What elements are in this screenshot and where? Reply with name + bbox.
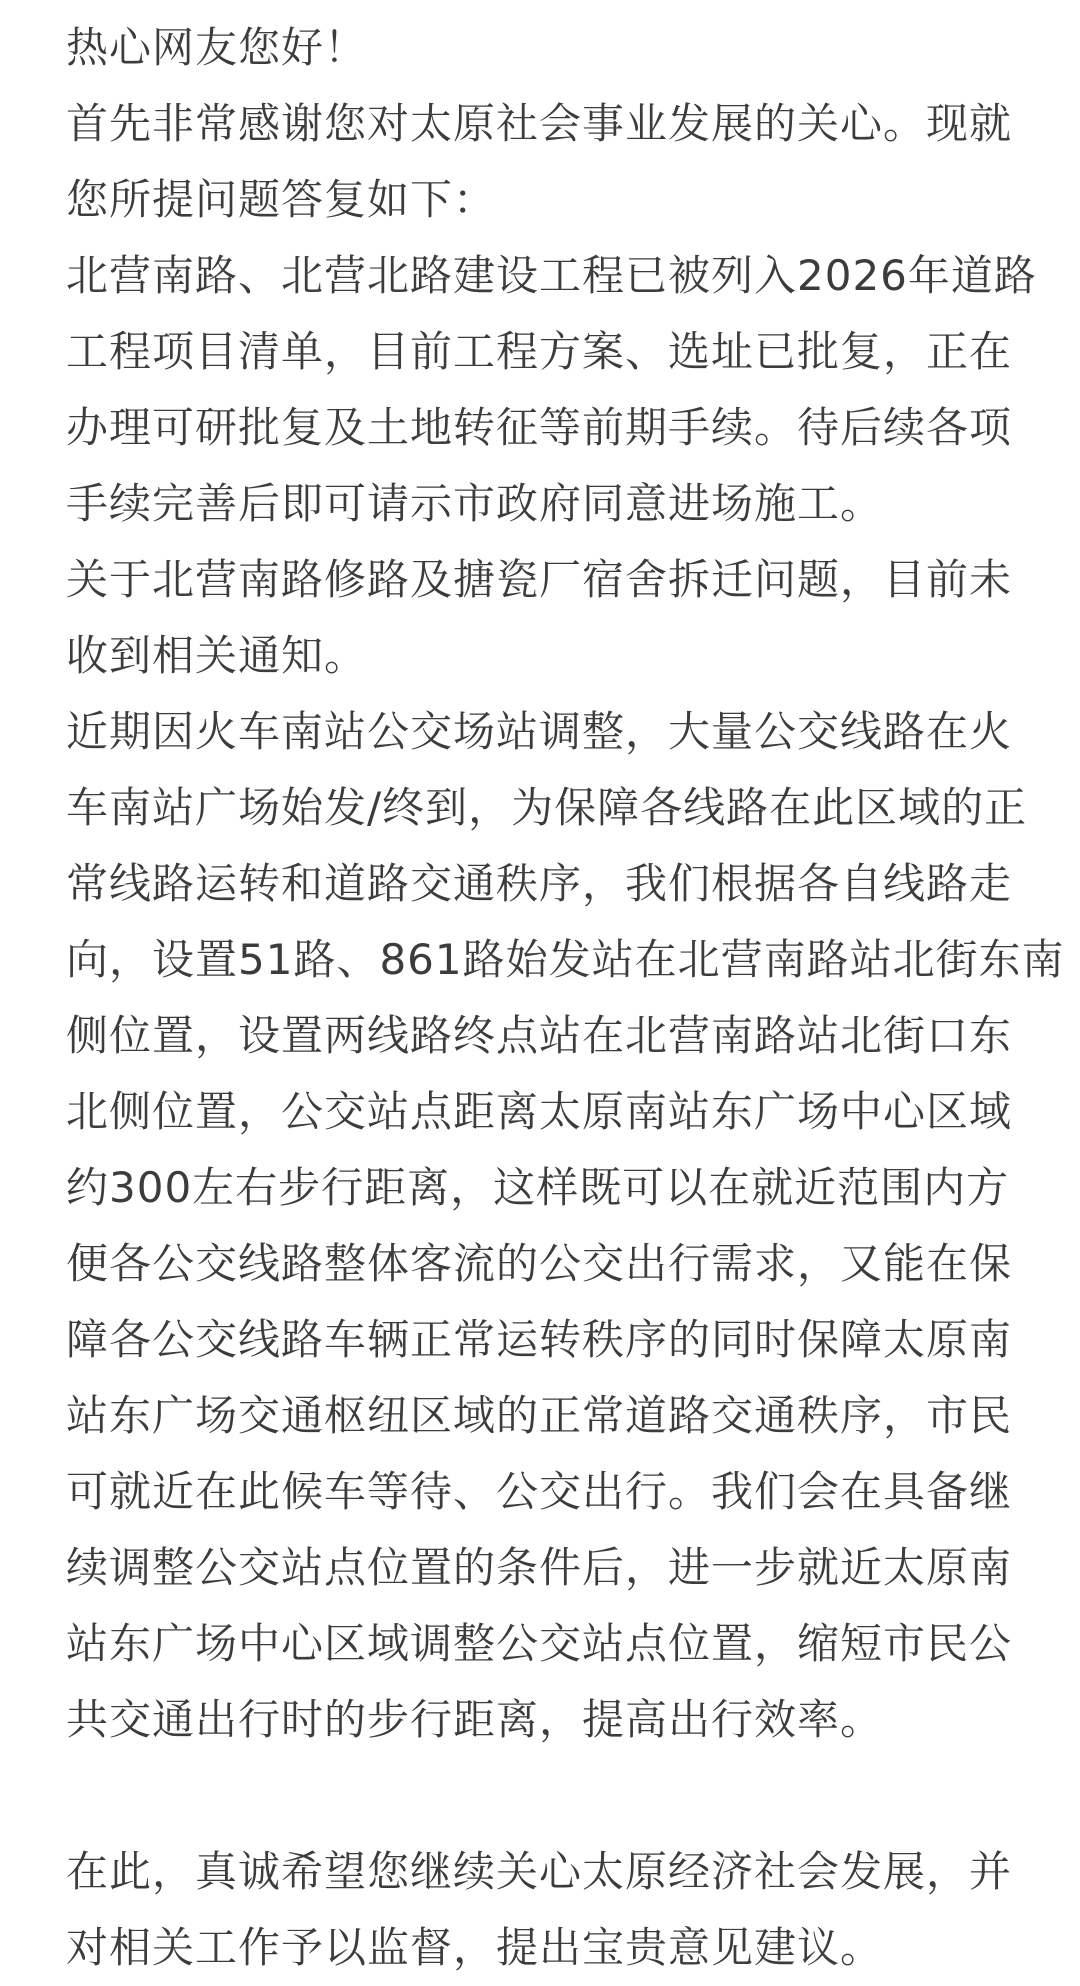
text-line: 侧位置，设置两线路终点站在北营南路站北街口东 xyxy=(66,1011,1013,1060)
text-line: 续调整公交站点位置的条件后，进一步就近太原南 xyxy=(66,1543,1013,1592)
text-line: 近期因火车南站公交场站调整，大量公交线路在火 xyxy=(66,707,1013,756)
text-line: 手续完善后即可请示市政府同意进场施工。 xyxy=(66,479,884,528)
text-line: 首先非常感谢您对太原社会事业发展的关心。现就 xyxy=(66,99,1013,148)
paragraph-demolition xyxy=(66,542,1026,694)
text-line xyxy=(66,1758,1026,1834)
text-line: 向，设置51路、861路始发站在北营南路站北街东南 xyxy=(66,935,1065,984)
text-line: 收到相关通知。 xyxy=(66,631,368,680)
text-line: 便各公交线路整体客流的公交出行需求，又能在保 xyxy=(66,1239,1013,1288)
text-line: 站东广场中心区域调整公交站点位置，缩短市民公 xyxy=(66,1619,1013,1668)
paragraph-closing xyxy=(66,1834,1026,1986)
text-line: 共交通出行时的步行距离，提高出行效率。 xyxy=(66,1695,884,1744)
text-line: 障各公交线路车辆正常运转秩序的同时保障太原南 xyxy=(66,1315,1013,1364)
text-line: 北营南路、北营北路建设工程已被列入2026年道路 xyxy=(66,251,1037,300)
text-line: 车南站广场始发/终到，为保障各线路在此区域的正 xyxy=(66,783,1028,832)
greeting xyxy=(66,10,1026,86)
text-line: 站东广场交通枢纽区域的正常道路交通秩序，市民 xyxy=(66,1391,1013,1440)
paragraph-bus-stations xyxy=(66,694,1065,1834)
text-line: 北侧位置，公交站点距离太原南站东广场中心区域 xyxy=(66,1087,1013,1136)
text-line: 对相关工作予以监督，提出宝贵意见建议。 xyxy=(66,1923,884,1972)
text-line: 在此，真诚希望您继续关心太原经济社会发展，并 xyxy=(66,1847,1013,1896)
paragraph-thanks xyxy=(66,86,1026,238)
text-line: 关于北营南路修路及搪瓷厂宿舍拆迁问题，目前未 xyxy=(66,555,1013,604)
text-line: 约300左右步行距离，这样既可以在就近范围内方 xyxy=(66,1163,1010,1212)
greeting-line: 热心网友您好！ xyxy=(66,23,368,72)
text-line: 您所提问题答复如下： xyxy=(66,175,497,224)
text-line: 办理可研批复及土地转征等前期手续。待后续各项 xyxy=(66,403,1013,452)
reply-letter-body xyxy=(66,10,1065,1986)
text-line: 工程项目清单，目前工程方案、选址已批复，正在 xyxy=(66,327,1013,376)
paragraph-road-project xyxy=(66,238,1037,542)
text-line: 常线路运转和道路交通秩序，我们根据各自线路走 xyxy=(66,859,1013,908)
text-line: 可就近在此候车等待、公交出行。我们会在具备继 xyxy=(66,1467,1013,1516)
